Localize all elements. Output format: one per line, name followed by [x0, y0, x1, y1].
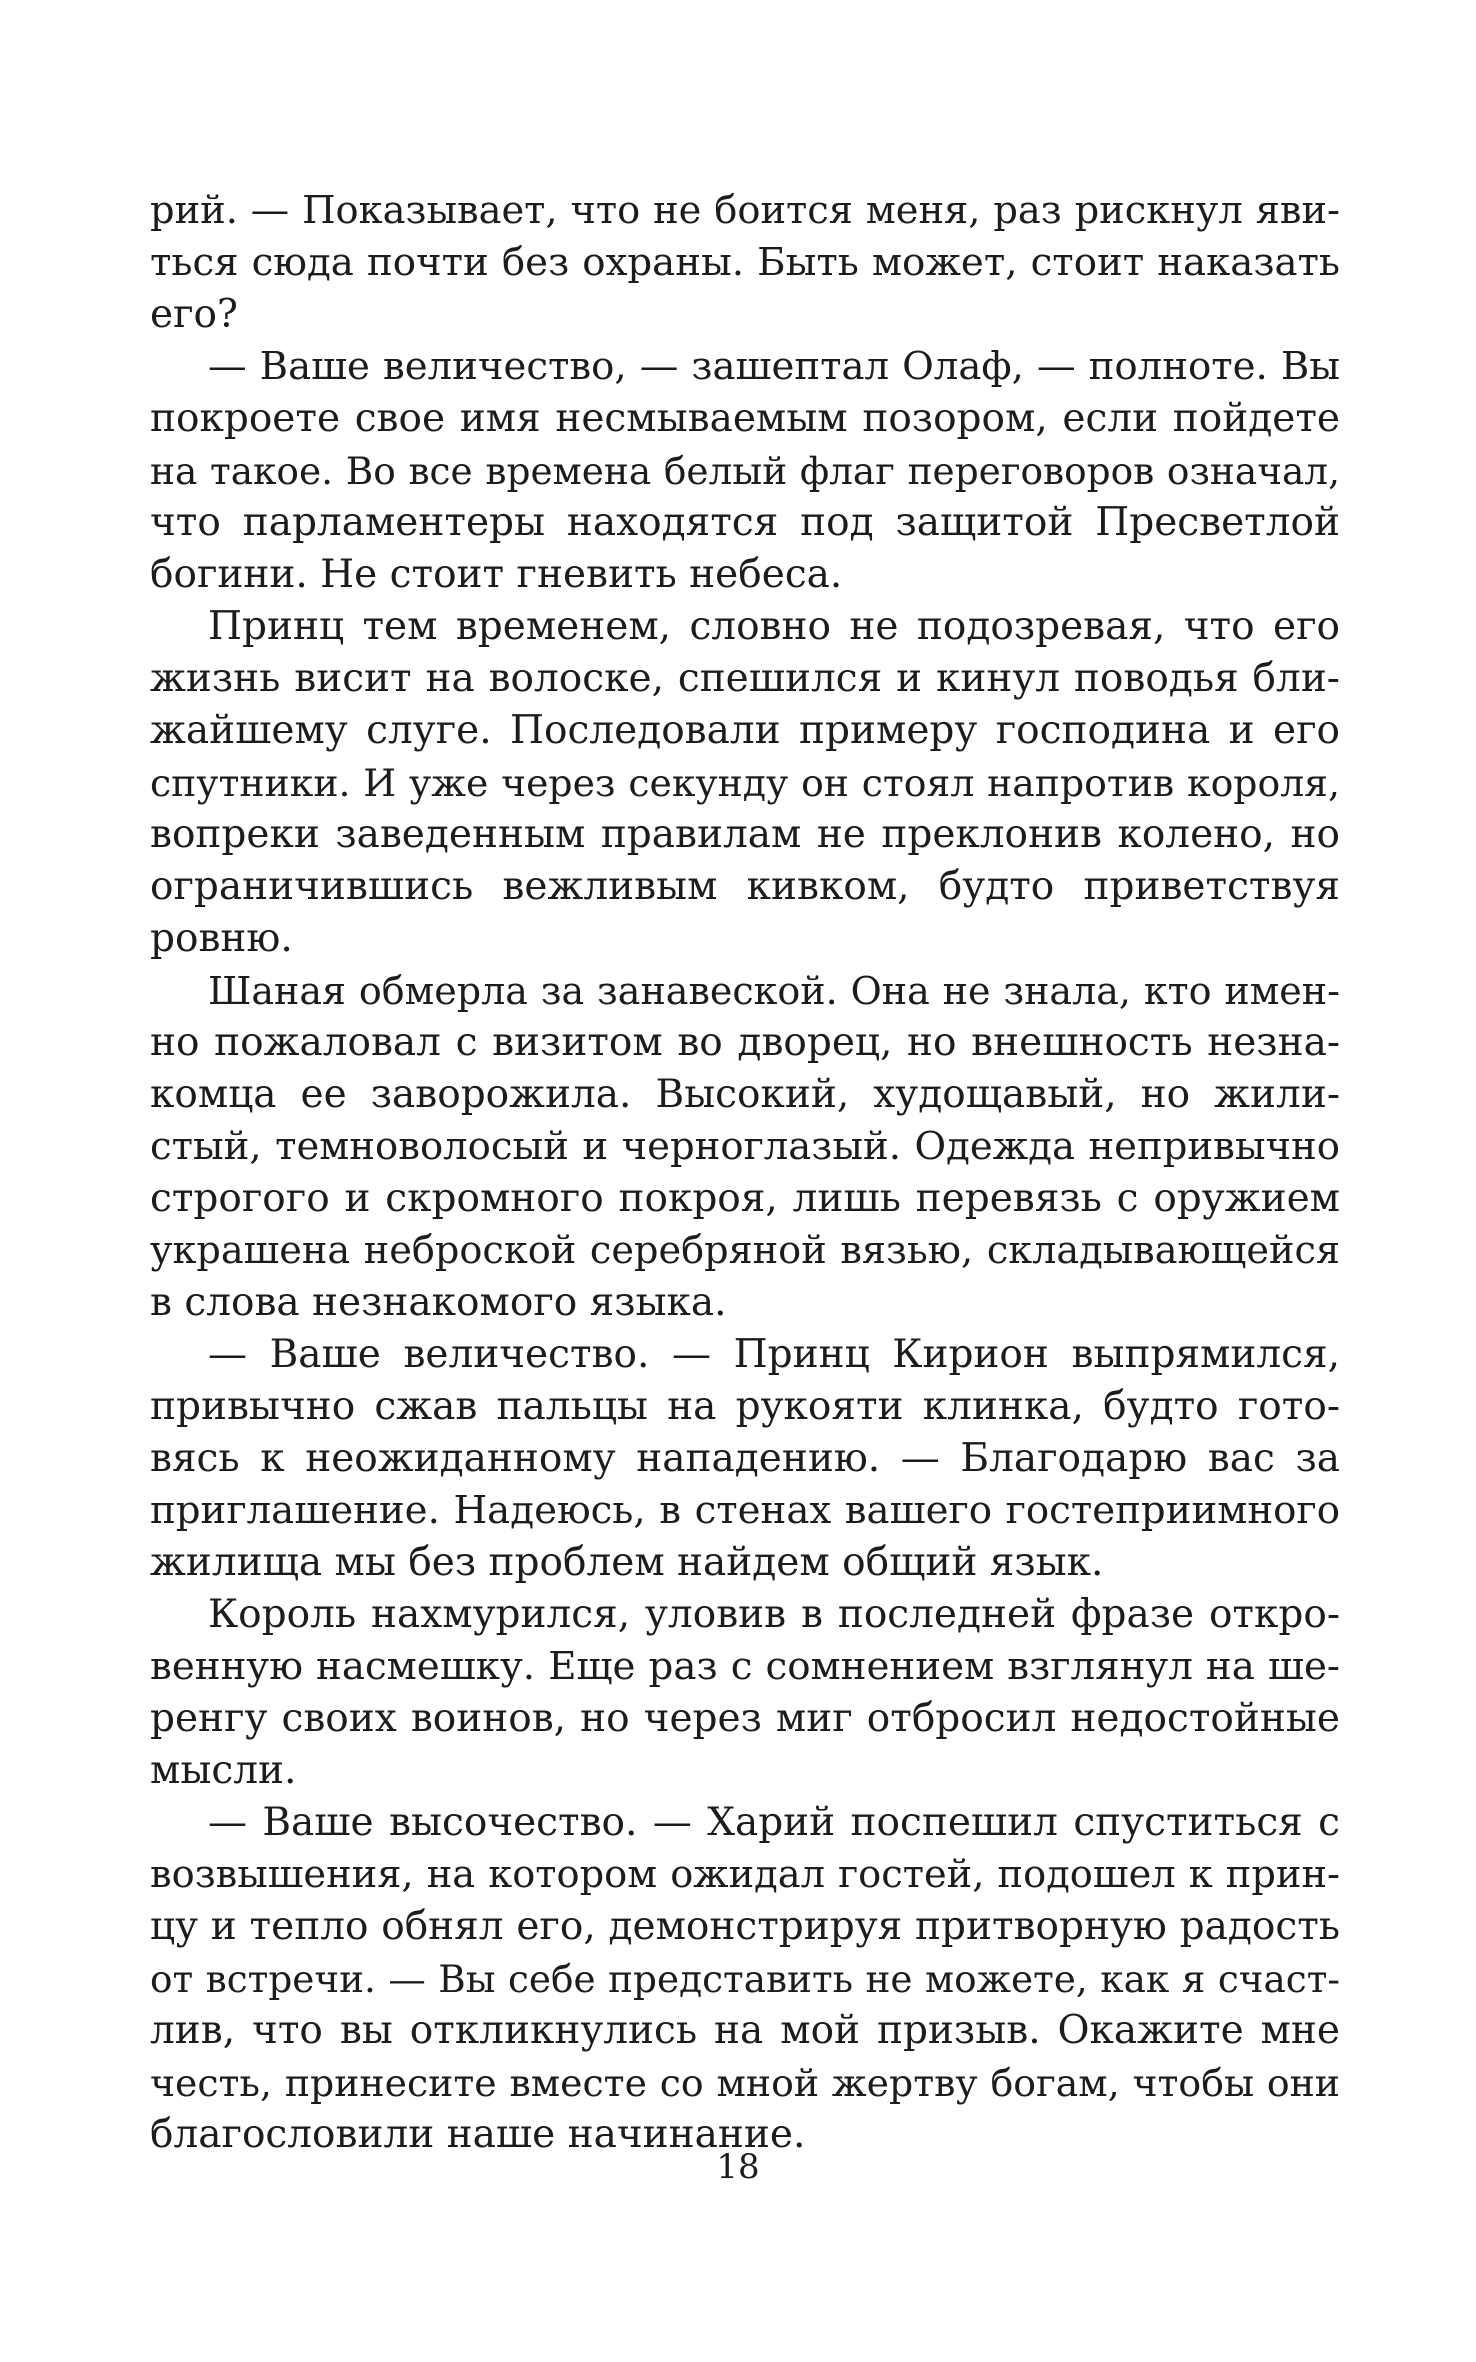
text-line: жилища мы без проблем найдем общий язык. — [150, 1540, 1104, 1585]
text-line: благословили наше начинание. — [150, 2112, 806, 2157]
text-line: приглашение. Надеюсь, в стенах вашего гостеприимного — [150, 1488, 1340, 1533]
text-line: богини. Не стоит гневить небеса. — [150, 552, 843, 597]
text-line: ограничившись вежливым кивком, будто приветствуя — [150, 864, 1340, 909]
text-line: вясь к неожиданному нападению. — Благодарю вас за — [150, 1436, 1340, 1481]
text-line: мысли. — [150, 1748, 297, 1793]
text-line: в слова незнакомого языка. — [150, 1280, 727, 1325]
text-line: Шаная обмерла за занавеской. Она не знала, кто имен- — [208, 969, 1340, 1013]
text-line: привычно сжав пальцы на рукояти клинка, будто гото- — [150, 1384, 1340, 1429]
text-line: цу и тепло обнял его, демонстрируя притворную радость — [150, 1904, 1340, 1949]
text-line: покроете свое имя несмываемым позором, если пойдете — [150, 396, 1340, 441]
body-text — [150, 185, 1340, 2161]
text-line: — Ваше высочество. — Харий поспешил спуститься с — [208, 1800, 1340, 1845]
text-line: рий. — Показывает, что не боится меня, раз рискнул яви- — [150, 188, 1340, 233]
text-line: возвышения, на котором ожидал гостей, подошел к прин- — [150, 1852, 1340, 1897]
text-line: но пожаловал с визитом во дворец, но внешность незна- — [150, 1020, 1340, 1065]
text-line: что парламентеры находятся под защитой Пресветлой — [150, 500, 1340, 545]
text-line: ренгу своих воинов, но через миг отбросил недостойные — [150, 1696, 1340, 1741]
text-line: — Ваше величество. — Принц Кирион выпрямился, — [208, 1332, 1340, 1377]
text-line: строгого и скромного покроя, лишь перевязь с оружием — [150, 1176, 1340, 1221]
text-line: его? — [150, 292, 238, 337]
text-line: жизнь висит на волоске, спешился и кинул поводья бли- — [150, 656, 1340, 701]
text-line: спутники. И уже через секунду он стоял напротив короля, — [150, 761, 1340, 805]
text-line: украшена неброской серебряной вязью, складывающейся — [150, 1229, 1340, 1273]
text-line: Король нахмурился, уловив в последней фразе откро- — [208, 1592, 1340, 1637]
text-line: ровню. — [150, 916, 293, 961]
text-line: от встречи. — Вы себе представить не можете, как я счаст- — [150, 1957, 1340, 2001]
text-line: венную насмешку. Еще раз с сомнением взглянул на ше- — [150, 1644, 1340, 1689]
text-line: честь, принесите вместе со мной жертву богам, чтобы они — [150, 2061, 1340, 2105]
text-line: на такое. Во все времена белый флаг переговоров означал, — [150, 449, 1340, 493]
text-line: комца ее заворожила. Высокий, худощавый, но жили- — [150, 1072, 1340, 1117]
text-line: стый, темноволосый и черноглазый. Одежда непривычно — [150, 1124, 1340, 1169]
page-number: 18 — [716, 2147, 760, 2187]
text-line: вопреки заведенным правилам не преклонив колено, но — [150, 812, 1340, 857]
text-line: — Ваше величество, — зашептал Олаф, — полноте. Вы — [208, 344, 1340, 389]
text-line: лив, что вы откликнулись на мой призыв. Окажите мне — [150, 2008, 1340, 2053]
text-line: жайшему слуге. Последовали примеру господина и его — [150, 708, 1340, 753]
text-line: Принц тем временем, словно не подозревая, что его — [208, 604, 1340, 649]
text-line: ться сюда почти без охраны. Быть может, стоит наказать — [150, 240, 1340, 285]
